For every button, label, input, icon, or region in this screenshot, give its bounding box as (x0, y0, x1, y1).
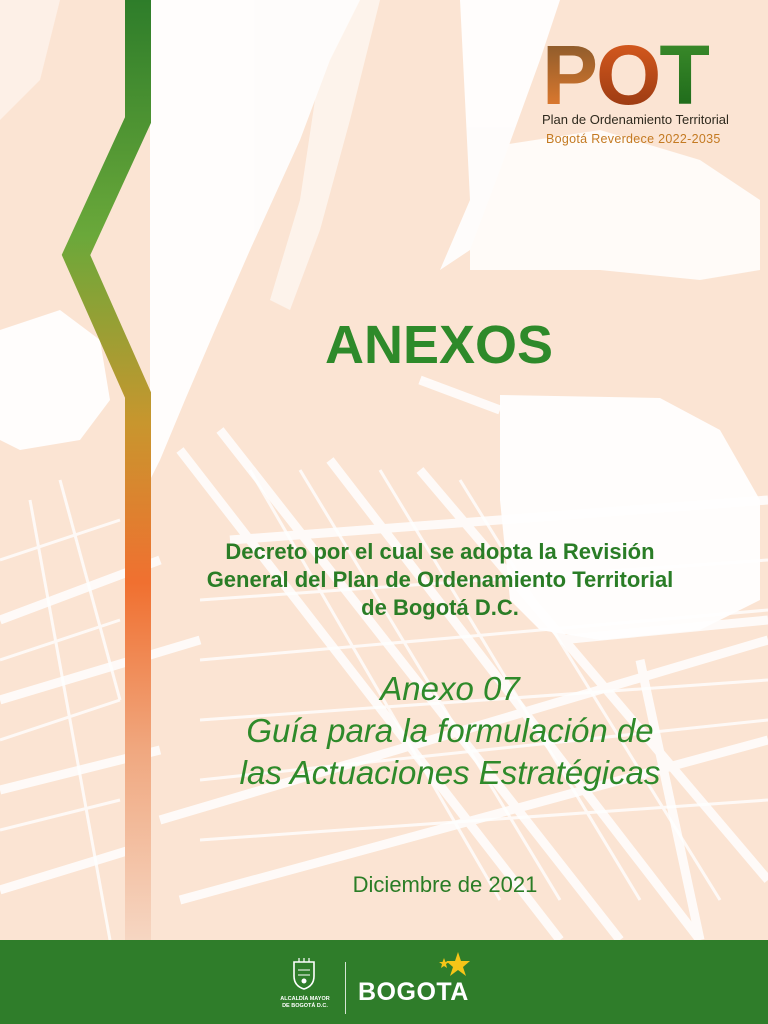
page-title: ANEXOS (324, 315, 554, 375)
annex-number: Anexo 07 (380, 670, 520, 707)
bogota-wordmark: BOGOTA (358, 978, 469, 1006)
publication-date: Diciembre de 2021 (352, 872, 538, 897)
decree-line-1: Decreto por el cual se adopta la Revisión (225, 539, 655, 564)
footer-divider (345, 962, 346, 1014)
annex-title-line-1: Guía para la formulación de (246, 712, 654, 749)
logo-letter-o: O (596, 28, 660, 122)
decree-text (160, 538, 720, 622)
pot-logo (538, 28, 743, 152)
coat-of-arms-icon (290, 958, 318, 990)
mayor-line-1: ALCALDÍA MAYOR (280, 996, 330, 1002)
mayor-office-label (276, 996, 334, 1010)
decree-line-3: de Bogotá D.C. (361, 595, 519, 620)
logo-letter-p: P (542, 28, 597, 122)
annex-title-line-2: las Actuaciones Estratégicas (239, 754, 661, 791)
star-icon (436, 950, 472, 982)
footer-bar (0, 940, 768, 1024)
decree-line-2: General del Plan de Ordenamiento Territorial (206, 567, 674, 592)
annex-heading (180, 668, 720, 794)
logo-tagline: Bogotá Reverdece 2022-2035 (546, 132, 721, 146)
mayor-line-2: DE BOGOTÁ D.C. (282, 1003, 328, 1009)
logo-plan-name: Plan de Ordenamiento Territorial (542, 112, 729, 127)
logo-letter-t: T (659, 28, 709, 122)
